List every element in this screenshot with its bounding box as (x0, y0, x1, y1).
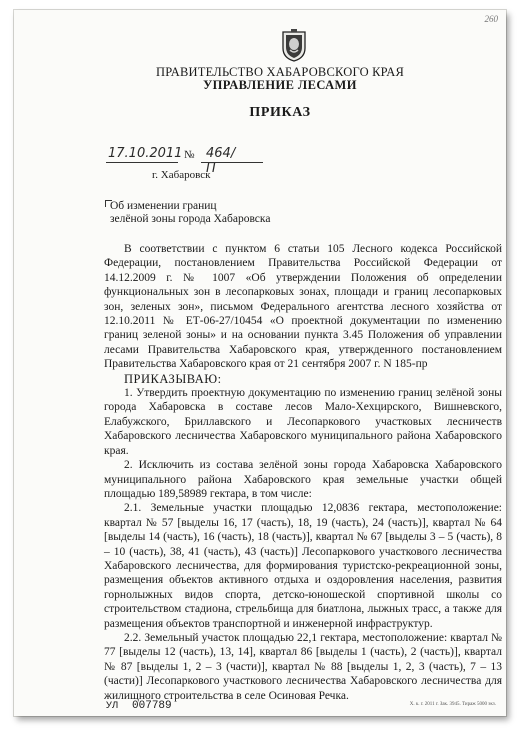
order-word: ПРИКАЗЫВАЮ: (124, 371, 222, 386)
form-series: УЛ (106, 701, 119, 712)
document-page (14, 10, 506, 716)
form-serial (106, 700, 172, 712)
number-label: № (184, 149, 195, 161)
date-underline (106, 162, 178, 163)
preamble: В соответствии с пунктом 6 статьи 105 Лесного кодекса Российской Федерации, постановлением Правительства Российской Федерации от 14.12.2009 г. № 1007 «Об утверждении Положения об определении функциональных зон в лесопарковых зонах, площади и границ лесопарковых зон, зеленых зон», письмом Федерального агентства лесного хозяйства от 12.10.2011 № ЕТ-06-27/10454 «О проектной документации по изменению границ зеленой зоны» и на основании пункта 3.45 Положения об управлении лесами Правительства Хабаровского края, утвержденного постановлением Правительства Хабаровского края от 21 сентября 2007 г. N 185-пр (104, 243, 502, 371)
government-name: ПРАВИТЕЛЬСТВО ХАБАРОВСКОГО КРАЯ (156, 65, 404, 79)
item-2-2: 2.2. Земельный участок площадью 22,1 гектара, местоположение: квартал № 77 [выделы 12 (часть), 13, 14], квартал 86 [выделы 1 (часть), 2 (часть)], квартал № 87 [выделы 1, 2 – 3 (части)], квартал № 88 [выделы 1, 2, 3 (часть), 7 – 13 (части)] Лесопаркового участкового лесничества Хабаровского лесничества для жилищного строительства в селе Осиновая Речка. (104, 631, 502, 702)
city: г. Хабаровск (152, 169, 211, 181)
subject (110, 200, 270, 226)
form-serial-number: 007789 (132, 700, 172, 712)
coat-of-arms-icon (281, 28, 307, 62)
document-type: ПРИКАЗ (249, 105, 311, 120)
item-2-1: 2.1. Земельные участки площадью 12,0836 гектара, местоположение: квартал № 57 [выделы 16, 17 (часть), 18, 19 (часть), 24 (часть)], квартал № 64 [выделы 14 (часть), 16 (часть), 18 (часть)], квартал № 67 [выделы 3 – 5 (часть), 8 – 10 (часть), 38, 41 (часть), 43 (часть)] Лесопаркового участкового лесничества Хабаровского лесничества, для формирования туристско-рекреационной зоны, размещения объектов активного отдыха и оздоровления населения, развития горнолыжных видов спорта, детско-юношеской спортивной школы со строительством стадиона, стрельбища для биатлона, лыжных трасс, а также для размещения объектов транспортной и инженерной инфраструктур. (104, 502, 502, 630)
item-2: 2. Исключить из состава зелёной зоны города Хабаровска Хабаровского муниципального района Хабаровского края земельные участки общей площадью 189,58989 гектара, в том числе: (104, 459, 502, 500)
subject-line-2: зелёной зоны города Хабаровска (110, 213, 271, 225)
order-number: 464/П (206, 146, 236, 176)
order-date: 17.10.2011 (108, 146, 183, 161)
order-body (104, 242, 502, 703)
item-1: 1. Утвердить проектную документацию по изменению границ зелёной зоны города Хабаровска в составе лесов Мало-Хехцирского, Вишневского, Елабужского, Бриллавского и Лесопаркового участковых лесничеств Хабаровского лесничества Хабаровского муниципального района Хабаровского края. (104, 387, 502, 457)
number-underline (201, 162, 263, 163)
subject-line-1: Об изменении границ (110, 200, 217, 212)
department-name: УПРАВЛЕНИЕ ЛЕСАМИ (203, 78, 357, 92)
print-note: Х. к. г. 2011 г. Зак. 3945. Тираж 5000 экз. (409, 702, 496, 707)
page-number: 260 (484, 14, 498, 24)
